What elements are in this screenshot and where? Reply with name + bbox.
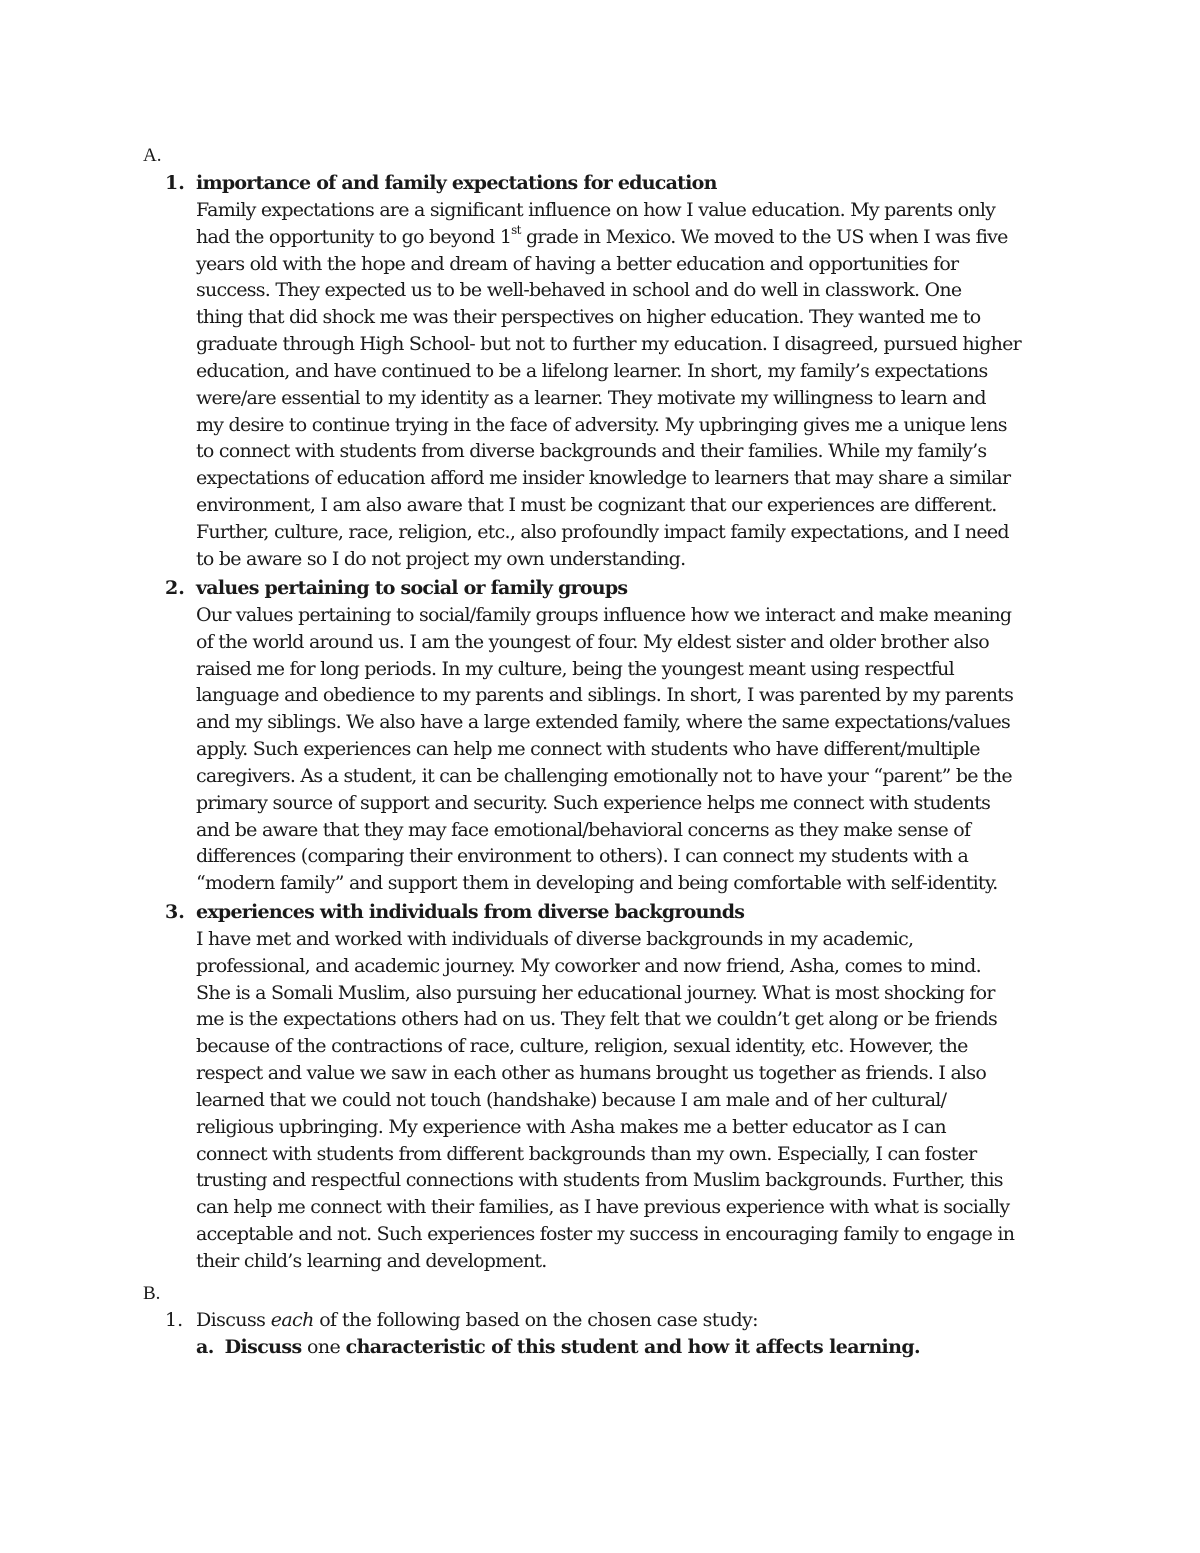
b-sub-item-letter: a. [196, 1336, 214, 1358]
body-line: raised me for long periods. In my culture, being the youngest meant using respectful [196, 657, 954, 680]
item-3-body [196, 926, 1096, 1275]
b-item-1-text-before: Discuss [196, 1309, 271, 1331]
body-line: thing that did shock me was their perspectives on higher education. They wanted me to [196, 306, 981, 329]
body-line: Our values pertaining to social/family groups influence how we interact and make meaning [196, 603, 1012, 626]
body-line: were/are essential to my identity as a learner. They motivate my willingness to learn and [196, 386, 986, 409]
body-line: learned that we could not touch (handshake) because I am male and of her cultural/ [196, 1088, 947, 1111]
b-sub-item-bold-1: Discuss [224, 1336, 302, 1358]
item-3 [196, 899, 1096, 1275]
body-line: environment, I am also aware that I must be cognizant that our experiences are different. [196, 494, 997, 517]
body-line: “modern family” and support them in developing and being comfortable with self-identity. [196, 872, 998, 895]
body-line: because of the contractions of race, culture, religion, sexual identity, etc. However, the [196, 1035, 968, 1058]
body-line: language and obedience to my parents and siblings. In short, I was parented by my parents [196, 684, 1014, 707]
body-line: caregivers. As a student, it can be challenging emotionally not to have your “parent” be the [196, 764, 1012, 787]
body-line: acceptable and not. Such experiences foster my success in encouraging family to engage in [196, 1223, 1015, 1246]
item-2-number: 2. [165, 577, 185, 599]
body-line: and be aware that they may face emotional/behavioral concerns as they make sense of [196, 818, 971, 841]
body-line: I have met and worked with individuals of diverse backgrounds in my academic, [196, 927, 914, 950]
b-item-1-text [196, 1307, 758, 1333]
body-line: their child’s learning and development. [196, 1249, 547, 1272]
item-2-title: values pertaining to social or family groups [196, 577, 628, 599]
body-line: Further, culture, race, religion, etc., also profoundly impact family expectations, and I need [196, 520, 1009, 543]
body-line: religious upbringing. My experience with Asha makes me a better educator as I can [196, 1115, 946, 1138]
body-line: and my siblings. We also have a large extended family, where the same expectations/values [196, 711, 1010, 734]
b-item-1-number: 1. [165, 1309, 184, 1331]
body-line: trusting and respectful connections with students from Muslim backgrounds. Further, this [196, 1169, 1003, 1192]
body-line: respect and value we saw in each other as humans brought us together as friends. I also [196, 1062, 987, 1085]
section-b-label: B. [143, 1283, 161, 1304]
body-line: can help me connect with their families, as I have previous experience with what is socially [196, 1196, 1010, 1219]
item-3-number: 3. [165, 901, 185, 923]
body-line: had the opportunity to go beyond 1st grade in Mexico. We moved to the US when I was five [196, 223, 1008, 248]
body-line: of the world around us. I am the youngest of four. My eldest sister and older brother also [196, 630, 989, 653]
item-1-number: 1. [165, 172, 185, 194]
body-line: my desire to continue trying in the face of adversity. My upbringing gives me a unique lens [196, 413, 1007, 436]
body-line: differences (comparing their environment to others). I can connect my students with a [196, 845, 969, 868]
body-line: connect with students from different backgrounds than my own. Especially, I can foster [196, 1142, 977, 1165]
item-2-body [196, 602, 1096, 897]
body-line: me is the expectations others had on us. They felt that we couldn’t get along or be friends [196, 1008, 998, 1031]
b-item-1-text-italic: each [270, 1309, 314, 1331]
body-line: years old with the hope and dream of having a better education and opportunities for [196, 252, 959, 275]
body-line: primary source of support and security. Such experience helps me connect with students [196, 791, 991, 814]
body-line: to be aware so I do not project my own understanding. [196, 547, 686, 570]
body-line: apply. Such experiences can help me connect with students who have different/multiple [196, 738, 980, 761]
body-line: professional, and academic journey. My coworker and now friend, Asha, comes to mind. [196, 954, 981, 977]
item-1 [196, 170, 1096, 573]
section-a-label: A. [143, 145, 162, 166]
b-sub-item-bold-2: characteristic of this student and how it affects learning. [345, 1336, 921, 1358]
item-1-body [196, 197, 1096, 573]
b-sub-item-plain: one [301, 1336, 346, 1358]
body-line: education, and have continued to be a lifelong learner. In short, my family’s expectations [196, 359, 988, 382]
item-2 [196, 575, 1096, 897]
body-line: She is a Somali Muslim, also pursuing her educational journey. What is most shocking for [196, 981, 995, 1004]
b-sub-item-a [196, 1334, 920, 1360]
body-line: to connect with students from diverse backgrounds and their families. While my family’s [196, 440, 987, 463]
item-1-title: importance of and family expectations for education [196, 172, 717, 194]
body-line: Family expectations are a significant influence on how I value education. My parents only [196, 198, 996, 221]
body-line: expectations of education afford me insider knowledge to learners that may share a similar [196, 467, 1011, 490]
body-line: graduate through High School- but not to further my education. I disagreed, pursued higher [196, 333, 1021, 356]
body-line: success. They expected us to be well-behaved in school and do well in classwork. One [196, 279, 962, 302]
b-item-1-text-after: of the following based on the chosen case study: [313, 1309, 758, 1331]
item-3-title: experiences with individuals from diverse backgrounds [196, 901, 745, 923]
